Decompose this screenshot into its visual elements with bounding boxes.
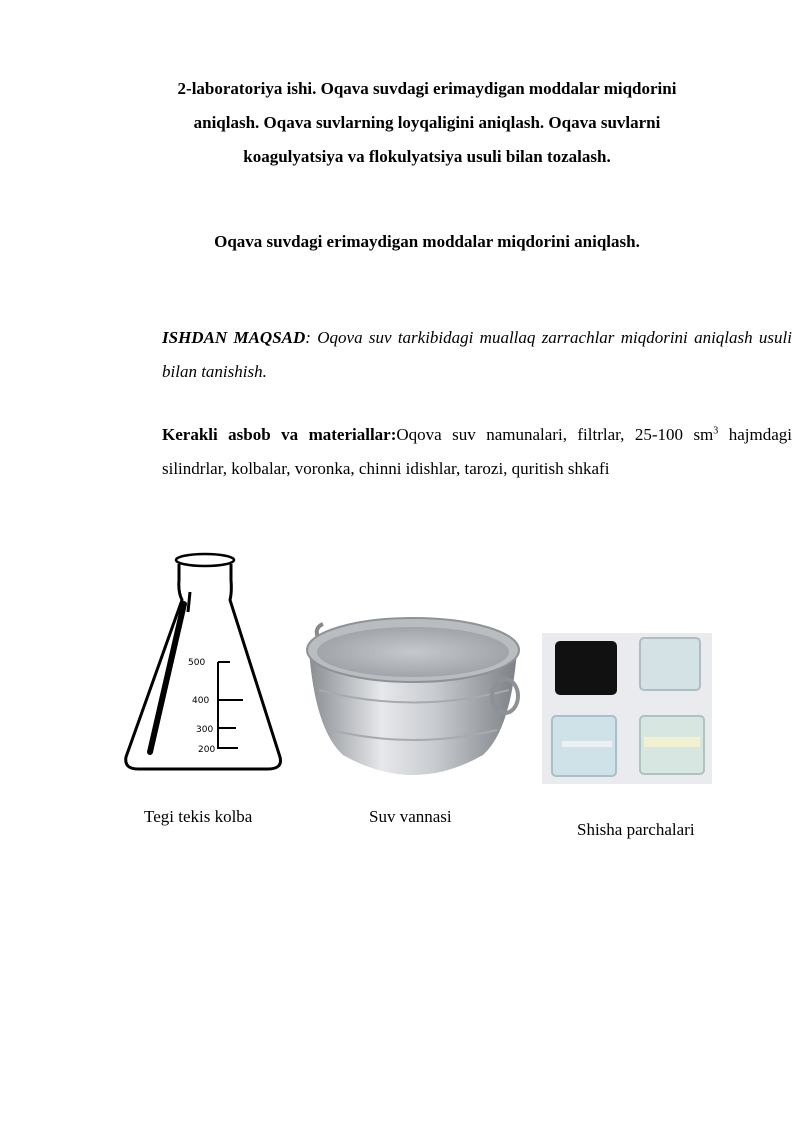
purpose-label: ISHDAN MAQSAD <box>162 328 306 347</box>
glass-pieces-image <box>542 633 712 784</box>
materials-text-1: Oqova suv namunalari, filtrlar, 25-100 sm <box>396 425 714 444</box>
purpose-paragraph <box>113 321 792 389</box>
water-bath-image <box>303 610 525 790</box>
materials-label: Kerakli asbob va materiallar: <box>162 425 397 444</box>
title-line-2: aniqlash. Oqava suvlarning loyqaligini aniqlash. Oqava suvlarni <box>193 113 661 132</box>
caption-flask: Tegi tekis kolba <box>144 807 253 826</box>
clear-glass-piece-1 <box>640 638 700 690</box>
lab-title <box>110 72 744 174</box>
materials-paragraph <box>113 418 792 486</box>
black-glass-piece <box>555 641 617 695</box>
section-subtitle: Oqava suvdagi erimaydigan moddalar miqdorini aniqlash. <box>214 232 640 251</box>
title-line-1: 2-laboratoriya ishi. Oqava suvdagi erimaydigan moddalar miqdorini <box>177 79 677 98</box>
title-line-3: koagulyatsiya va flokulyatsiya usuli bilan tozalash. <box>243 147 611 166</box>
materials-superscript: 3 <box>713 425 719 437</box>
materials-text-2: hajmdagi silindrlar, kolbalar, voronka, chinni idishlar, tarozi, quritish shkafi <box>162 425 793 478</box>
flask-mark-200: 200 <box>198 745 216 755</box>
caption-glass-pieces: Shisha parchalari <box>577 820 695 839</box>
flask-image <box>118 552 288 782</box>
flask-mark-400: 400 <box>192 696 210 706</box>
flask-mark-300: 300 <box>196 725 214 735</box>
caption-water-bath: Suv vannasi <box>369 807 452 826</box>
flask-mark-500: 500 <box>188 658 206 668</box>
purpose-text: : Oqova suv tarkibidagi muallaq zarrachlar miqdorini aniqlash usuli bilan tanishish. <box>162 328 792 381</box>
